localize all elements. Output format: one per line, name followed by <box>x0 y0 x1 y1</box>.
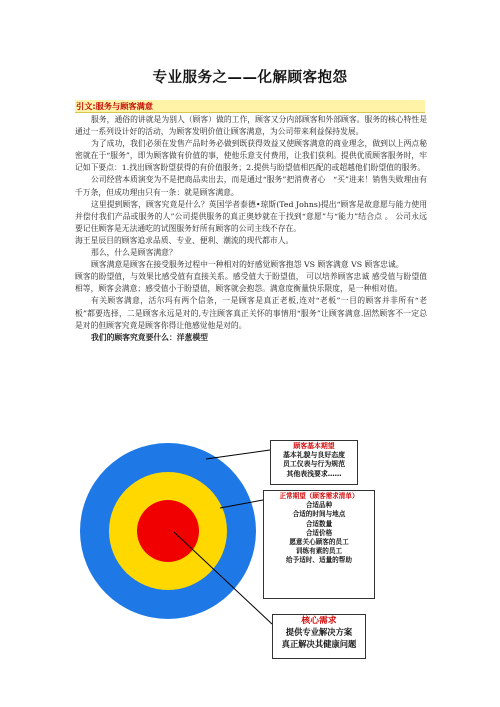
normal-expectation-line: 愿意关心顾客的员工 <box>289 538 349 547</box>
normal-expectation-line: 合适数量 <box>305 519 333 528</box>
paragraph: 为了成功，我们必须在发售产品时务必做到既获得效益又使顾客满意的商业理念，做到以上两点秘密就在于“服务”，即为顾客做有价值的事，使他乐意支付费用，让我们获利。提供优质顾客服务时，牢记如下要点：1.找出顾客盼望获得的有价值服务；2.提供与盼望值相匹配的或超越他们盼望值的服务。 <box>75 139 427 173</box>
basic-expectation-line: 基本礼貌与良好态度 <box>282 451 345 460</box>
paragraph: 顾客满意是顾客在接受服务过程中一种相对的好感觉顾客抱怨 VS 顾客满意 VS 顾客忠诚。 <box>91 260 404 270</box>
diagram-caption: 我们的顾客究竟要什么：洋葱模型 <box>91 332 208 342</box>
paragraph: 顾客的盼望值，与效果比感受值有直接关系。感受值大于盼望值， 可以培养顾客忠诚 感受值与盼望值相等，顾客会满意；感受值小于盼望值，顾客就会抱怨。满意度衡量快乐限度，是一种相对值。 <box>75 272 427 294</box>
normal-expectation-line: 合适价格 <box>305 528 333 537</box>
normal-expectation-line: 合适的时间与地点 <box>292 510 346 519</box>
section-heading: 引文:服务与顾客满意 <box>76 101 153 111</box>
core-need-heading: 核心需求 <box>301 616 337 626</box>
paragraph: 海王星辰目的顾客追求品质、专业、便利、潮流的现代都市人。 <box>75 235 294 245</box>
basic-expectation-line: 员工仪表与行为规范 <box>282 460 345 469</box>
paragraph: 公司经营本质演变为不是把商品卖出去，而是通过“服务”把消费者心 “买”进来！销售失败理由有千万条，但成功理由只有一条：就是顾客满意。 <box>75 175 427 197</box>
page-title: 专业服务之——化解顾客抱怨 <box>152 70 348 86</box>
core-need-line: 提供专业解决方案 <box>285 627 353 638</box>
paragraph: 那么，什么是顾客满意？ <box>91 248 177 258</box>
basic-expectation-line: 其他表浅要求…… <box>286 469 342 478</box>
normal-expectation-heading: 正常期望（顾客需求清单） <box>279 492 359 500</box>
core-need-box <box>272 614 366 659</box>
section-heading-bar <box>75 100 425 113</box>
paragraph: 服务，通俗的讲就是为别人（顾客）做的工作，顾客又分内部顾客和外部顾客。服务的核心特性是通过一系列设计好的活动，为顾客发明价值让顾客满意，为公司带来利益保持发展。 <box>75 115 427 137</box>
normal-expectation-line: 训练有素的员工 <box>295 547 343 556</box>
pointer-line-basic <box>206 450 270 459</box>
body-text <box>75 114 427 344</box>
normal-expectation-line: 给予适时、适量的帮助 <box>286 556 352 565</box>
inner-core <box>137 500 199 562</box>
normal-expectation-line: 合适品种 <box>305 501 333 510</box>
onion-model-diagram <box>80 428 410 668</box>
normal-expectation-box <box>263 490 375 599</box>
core-need-line: 真正解决其健康问题 <box>281 638 357 649</box>
paragraph: 这里提到顾客，顾客究竟是什么？英国学者泰德•琼斯(Ted Johns)提出“顾客是故意愿与能力使用并偿付我们产品或服务的人”公司提供服务的真正奥妙就在于找到“意愿”与“能力”结合点 。 公司永远要记住顾客是无法通吃的试图服务好所有顾客的公司主线不存在。 <box>75 199 427 233</box>
basic-expectation-heading: 顾客基本期望 <box>293 442 335 450</box>
paragraph: 有关顾客满意，活尔玛有两个信条，一是顾客是真正老板,连对“老板”一目的顾客并非所有“老板”都要选择，二是顾客永远是对的,专注顾客真正关怀的事情用“服务”让顾客满意.固然顾客不一定总是对的但顾客究竟是顾客你得让他感觉他是对的。 <box>75 296 427 330</box>
basic-expectation-box <box>270 440 358 485</box>
